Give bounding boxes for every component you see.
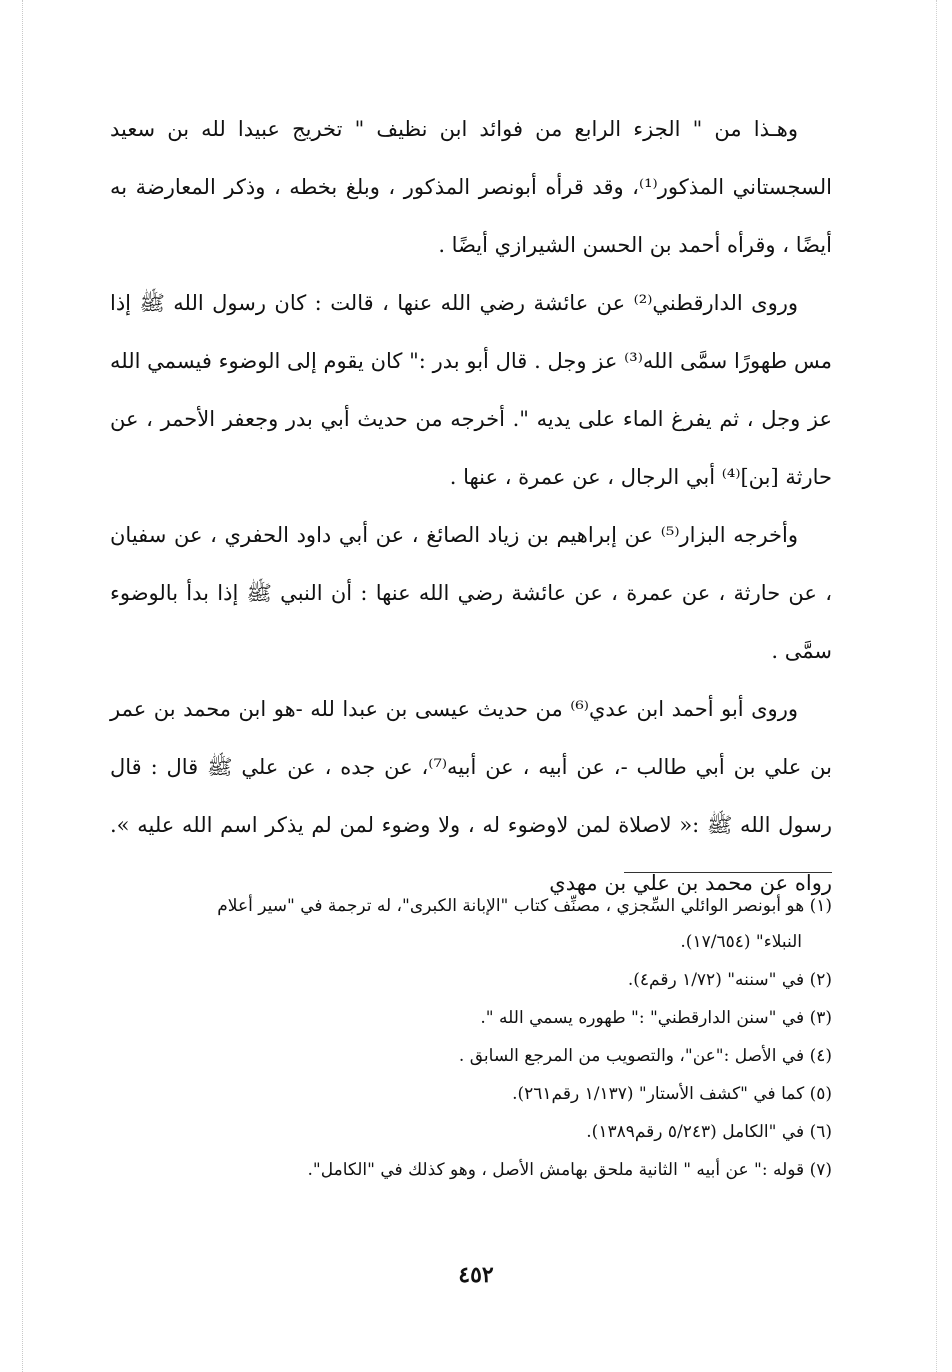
main-text: [110, 100, 832, 912]
scan-edge-left: [22, 0, 23, 1372]
page-number: ٤٥٢: [458, 1262, 494, 1288]
footnote-separator: [624, 872, 832, 873]
footnote-1-line-2: النبلاء" (١٧/٦٥٤).: [680, 932, 802, 952]
footnote-2: (٢) في "سننه" (١/٧٢ رقم٤).: [627, 970, 832, 990]
footnote-1: [110, 888, 832, 960]
footnote-5: (٥) كما في "كشف الأستار" (١/١٣٧ رقم٢٦١).: [512, 1084, 832, 1104]
footnote-1-line-1: (١) هو أبونصر الوائلي السِّجزي ، مصنِّف كتاب "الإبانة الكبرى"، له ترجمة في "سير أعلام: [217, 896, 832, 916]
footnote-6: (٦) في "الكامل (٥/٢٤٣ رقم١٣٨٩).: [586, 1122, 832, 1142]
footnotes: [110, 888, 832, 1190]
paragraph-4: وروى أبو أحمد ابن عدي⁽⁶⁾ من حديث عيسى بن عبدا لله -هو ابن محمد بن عمر بن علي بن أبي طالب -، عن أبيه ، عن أبيه⁽⁷⁾، عن جده ، عن علي ﷺ قال : قال رسول الله ﷺ :« لاصلاة لمن لاوضوء له ، ولا وضوء لمن لم يذكر اسم الله عليه ». رواه عن محمد بن علي بن مهدي: [110, 697, 833, 895]
footnote-3: (٣) في "سنن الدارقطني" :" طهوره يسمي الله ".: [480, 1008, 832, 1028]
footnote-7: (٧) قوله :" عن أبيه " الثانية ملحق بهامش الأصل ، وهو كذلك في "الكامل".: [307, 1160, 832, 1180]
paragraph-3: وأخرجه البزار⁽⁵⁾ عن إبراهيم بن زياد الصائغ ، عن أبي داود الحفري ، عن سفيان ، عن حارثة ، عن عمرة ، عن عائشة رضي الله عنها : أن النبي ﷺ إذا بدأ بالوضوء سمَّى .: [110, 523, 832, 663]
footnote-4: (٤) في الأصل :"عن"، والتصويب من المرجع السابق .: [458, 1046, 832, 1066]
paragraph-1: وهـذا من " الجزء الرابع من فوائد ابن نظيف " تخريج عبيدا لله بن سعيد السجستاني المذكور⁽¹⁾، وقد قرأه أبونصر المذكور ، وبلغ بخطه ، وذكر المعارضة به أيضًا ، وقرأه أحمد بن الحسن الشيرازي أيضًا .: [110, 117, 832, 257]
scan-edge-right: [936, 0, 937, 1372]
paragraph-2: وروى الدارقطني⁽²⁾ عن عائشة رضي الله عنها ، قالت : كان رسول الله ﷺ إذا مس طهورًا سمَّى الله⁽³⁾ عز وجل . قال أبو بدر :" كان يقوم إلى الوضوء فيسمي الله عز وجل ، ثم يفرغ الماء على يديه ". أخرجه من حديث أبي بدر وجعفر الأحمر ، عن حارثة [بن]⁽⁴⁾ أبي الرجال ، عن عمرة ، عنها .: [110, 291, 832, 489]
